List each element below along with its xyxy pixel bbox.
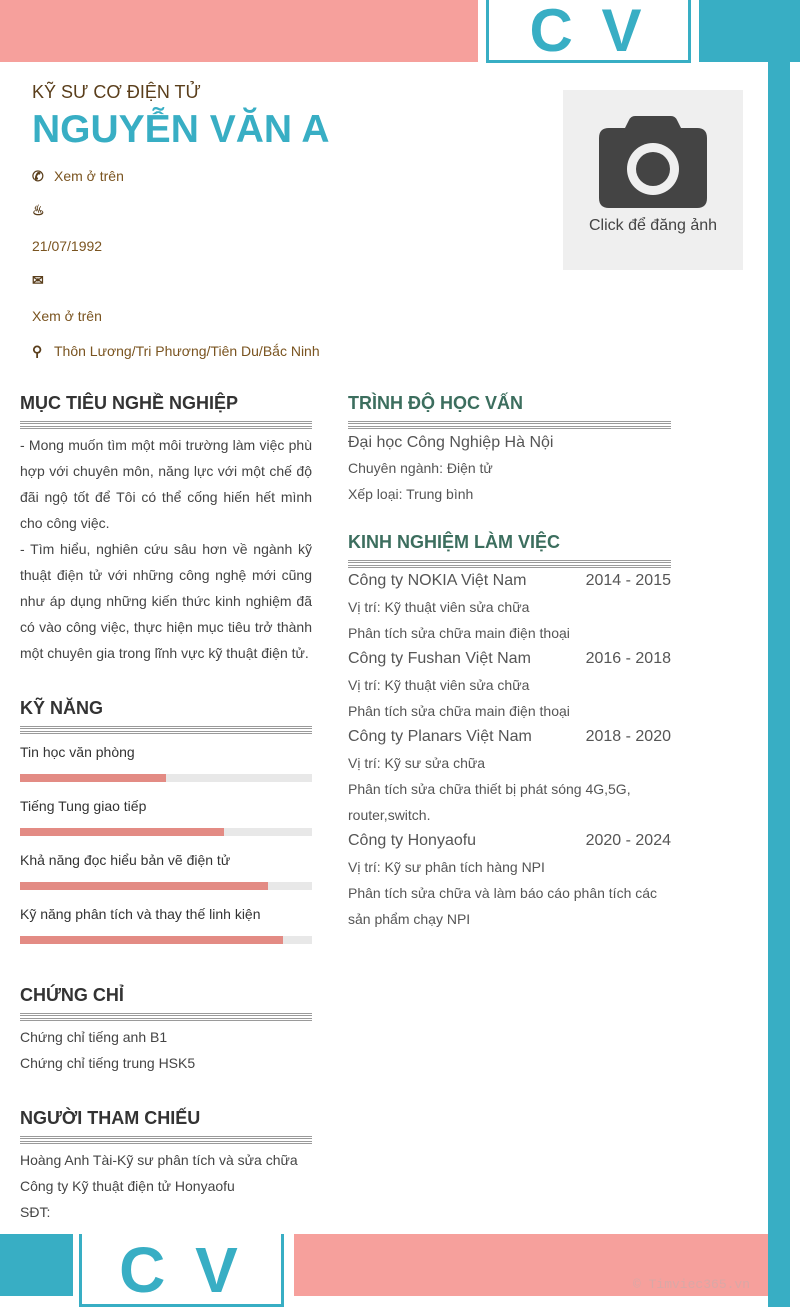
objective-section — [20, 393, 312, 666]
phone-value[interactable]: Xem ở trên — [54, 168, 124, 184]
skill-name[interactable]: Tin học văn phòng — [20, 744, 135, 760]
address-value[interactable]: Thôn Lương/Tri Phương/Tiên Du/Bắc Ninh — [54, 343, 320, 359]
objective-text-2[interactable]: - Tìm hiểu, nghiên cứu sâu hơn về ngành kỹ thuật điện tử với những công nghệ mới cũng như áp dụng những kiến thức kinh nghiệm đã có vào công việc, thực hiện mục tiêu trở thành một chuyên gia trong lĩnh vực kỹ thuật điện tử. — [20, 541, 312, 661]
job-line[interactable]: Phân tích sửa chữa main điện thoại — [348, 703, 570, 719]
objective-title: MỤC TIÊU NGHỀ NGHIỆP — [20, 393, 239, 413]
job-line[interactable]: Phân tích sửa chữa thiết bị phát sóng 4G,5G, — [348, 781, 631, 797]
skill-bar-fill — [20, 882, 268, 890]
birthday-value[interactable]: 21/07/1992 — [32, 238, 103, 254]
experience-title: KINH NGHIỆM LÀM VIỆC — [348, 532, 561, 552]
skill-name[interactable]: Khả năng đọc hiểu bản vẽ điện tử — [20, 852, 231, 868]
photo-upload[interactable] — [563, 90, 743, 270]
job-company[interactable]: Công ty Fushan Việt Nam — [348, 650, 531, 667]
skill-item — [20, 904, 312, 944]
job-line[interactable]: Vị trí: Kỹ sư sửa chữa — [348, 755, 486, 771]
job-entry — [348, 568, 671, 646]
experience-section — [348, 532, 671, 932]
job-entry — [348, 724, 671, 828]
birthday-cake-icon: ♨ — [32, 202, 45, 218]
job-line[interactable]: Vị trí: Kỹ thuật viên sửa chữa — [348, 677, 530, 693]
skill-bar-track — [20, 828, 312, 836]
skill-bar-fill — [20, 936, 283, 944]
job-period[interactable]: 2016 - 2018 — [585, 650, 671, 667]
references-title: NGƯỜI THAM CHIẾU — [20, 1108, 201, 1128]
reference-item[interactable]: Hoàng Anh Tài-Kỹ sư phân tích và sửa chữa — [20, 1152, 298, 1168]
job-company[interactable]: Công ty Planars Việt Nam — [348, 728, 532, 745]
divider — [20, 1136, 312, 1144]
divider — [20, 726, 312, 734]
skill-bar-fill — [20, 774, 166, 782]
address-row — [32, 343, 320, 360]
education-section — [348, 393, 671, 507]
skill-name[interactable]: Kỹ năng phân tích và thay thế linh kiện — [20, 906, 261, 922]
skill-bar-track — [20, 882, 312, 890]
job-line[interactable]: Phân tích sửa chữa và làm báo cáo phân tích các — [348, 885, 658, 901]
phone-row — [32, 168, 124, 185]
email-value[interactable]: Xem ở trên — [32, 308, 102, 324]
reference-item[interactable]: Công ty Kỹ thuật điện tử Honyaofu — [20, 1178, 235, 1194]
map-marker-icon: ⚲ — [32, 343, 43, 359]
job-line[interactable]: router,switch. — [348, 807, 431, 823]
job-entry — [348, 828, 671, 932]
reference-item[interactable]: SĐT: — [20, 1204, 51, 1220]
skills-section — [20, 698, 312, 944]
divider — [20, 421, 312, 429]
school-name[interactable]: Đại học Công Nghiệp Hà Nội — [348, 434, 554, 451]
objective-text-1[interactable]: - Mong muốn tìm một môi trường làm việc phù hợp với chuyên môn, năng lực với một chế độ đãi ngộ tốt để Tôi có thể cống hiến hết mình cho công việc. — [20, 437, 312, 531]
job-line[interactable]: Vị trí: Kỹ sư phân tích hàng NPI — [348, 859, 545, 875]
envelope-icon: ✉ — [32, 272, 44, 288]
skill-bar-track — [20, 936, 312, 944]
email-row — [32, 272, 54, 289]
camera-icon — [599, 116, 707, 208]
job-period[interactable]: 2020 - 2024 — [585, 832, 671, 849]
top-pink-band — [0, 0, 478, 62]
job-period[interactable]: 2018 - 2020 — [585, 728, 671, 745]
divider — [20, 1013, 312, 1021]
education-grade[interactable]: Xếp loại: Trung bình — [348, 486, 474, 502]
right-blue-band — [768, 0, 790, 1307]
skill-item — [20, 796, 312, 836]
certificates-section — [20, 985, 312, 1076]
skills-title: KỸ NĂNG — [20, 698, 104, 718]
job-title[interactable]: KỸ SƯ CƠ ĐIỆN TỬ — [32, 82, 201, 102]
education-major[interactable]: Chuyên ngành: Điện tử — [348, 460, 493, 476]
education-title: TRÌNH ĐỘ HỌC VẤN — [348, 393, 523, 413]
job-line[interactable]: Phân tích sửa chữa main điện thoại — [348, 625, 570, 641]
job-entry — [348, 646, 671, 724]
job-period[interactable]: 2014 - 2015 — [585, 572, 671, 589]
candidate-name[interactable]: NGUYỄN VĂN A — [32, 108, 330, 151]
divider — [348, 421, 671, 429]
skill-name[interactable]: Tiếng Tung giao tiếp — [20, 798, 147, 814]
photo-caption: Click để đăng ảnh — [588, 217, 718, 234]
birthday-row — [32, 202, 54, 219]
skill-bar-track — [20, 774, 312, 782]
job-company[interactable]: Công ty NOKIA Việt Nam — [348, 572, 527, 589]
phone-icon: ✆ — [32, 168, 44, 184]
references-section — [20, 1108, 312, 1225]
divider — [348, 560, 671, 568]
certificates-title: CHỨNG CHỈ — [20, 985, 124, 1005]
job-company[interactable]: Công ty Honyaofu — [348, 832, 477, 849]
skill-bar-fill — [20, 828, 224, 836]
top-cv-logo — [486, 0, 691, 63]
certificate-item[interactable]: Chứng chỉ tiếng trung HSK5 — [20, 1055, 196, 1071]
cv-logo-text: C V — [119, 1234, 244, 1306]
job-line[interactable]: sản phẩm chạy NPI — [348, 911, 471, 927]
bottom-blue-band — [0, 1234, 73, 1296]
job-line[interactable]: Vị trí: Kỹ thuật viên sửa chữa — [348, 599, 530, 615]
skill-item — [20, 850, 312, 890]
watermark: © Timviec365.vn — [633, 1277, 751, 1292]
bottom-cv-logo — [79, 1234, 284, 1307]
certificate-item[interactable]: Chứng chỉ tiếng anh B1 — [20, 1029, 168, 1045]
cv-logo-text: C V — [529, 0, 648, 64]
skill-item — [20, 742, 312, 782]
